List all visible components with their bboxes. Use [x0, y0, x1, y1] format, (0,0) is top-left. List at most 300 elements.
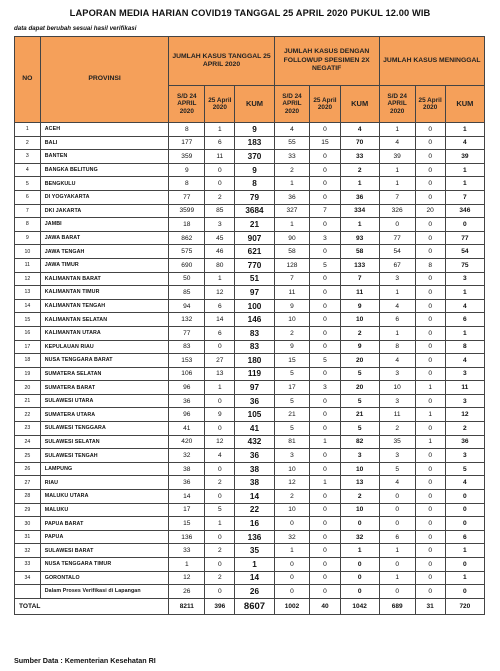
- followup-kum: 7: [340, 272, 379, 286]
- followup-day: 0: [310, 585, 340, 599]
- meninggal-day: 0: [415, 571, 445, 585]
- table-row: [15, 123, 485, 137]
- table-row: [15, 299, 485, 313]
- followup-day: 0: [310, 558, 340, 572]
- table-body: [15, 123, 485, 615]
- meninggal-sd: 6: [379, 530, 415, 544]
- kasus-day: 14: [205, 313, 235, 327]
- followup-kum: 0: [340, 571, 379, 585]
- followup-day: 0: [310, 544, 340, 558]
- kasus-kum: 100: [235, 299, 274, 313]
- meninggal-kum: 1: [445, 177, 484, 191]
- followup-day: 0: [310, 123, 340, 137]
- kasus-sd: 862: [169, 231, 205, 245]
- table-row: [15, 163, 485, 177]
- followup-day: 5: [310, 258, 340, 272]
- meninggal-kum: 2: [445, 422, 484, 436]
- row-no: 16: [15, 326, 41, 340]
- kasus-day: 0: [205, 177, 235, 191]
- followup-day: 0: [310, 449, 340, 463]
- meninggal-day: 0: [415, 231, 445, 245]
- row-provinsi: JAWA TIMUR: [40, 258, 169, 272]
- kasus-day: 6: [205, 326, 235, 340]
- followup-sd: 10: [274, 503, 310, 517]
- meninggal-day: 0: [415, 163, 445, 177]
- kasus-sd: 50: [169, 272, 205, 286]
- table-row: [15, 231, 485, 245]
- row-no: 6: [15, 190, 41, 204]
- row-provinsi: SUMATERA SELATAN: [40, 367, 169, 381]
- meninggal-kum: 3: [445, 394, 484, 408]
- followup-day: 0: [310, 245, 340, 259]
- meninggal-day: 1: [415, 381, 445, 395]
- meninggal-day: 0: [415, 136, 445, 150]
- followup-kum: 2: [340, 163, 379, 177]
- kasus-kum: 119: [235, 367, 274, 381]
- meninggal-day: 0: [415, 190, 445, 204]
- followup-kum: 4: [340, 123, 379, 137]
- meninggal-sd: 4: [379, 299, 415, 313]
- meninggal-sd: 77: [379, 231, 415, 245]
- followup-kum: 9: [340, 299, 379, 313]
- kasus-sd: 12: [169, 571, 205, 585]
- row-no: 33: [15, 558, 41, 572]
- meninggal-sd: 1: [379, 177, 415, 191]
- followup-sd: 5: [274, 394, 310, 408]
- kasus-day: 1: [205, 272, 235, 286]
- table-row: [15, 367, 485, 381]
- row-provinsi: SUMATERA UTARA: [40, 408, 169, 422]
- meninggal-day: 20: [415, 204, 445, 218]
- row-no: 22: [15, 408, 41, 422]
- kasus-kum: 1: [235, 558, 274, 572]
- followup-day: 0: [310, 408, 340, 422]
- meninggal-sd: 2: [379, 422, 415, 436]
- followup-kum: 1: [340, 544, 379, 558]
- meninggal-day: 0: [415, 517, 445, 531]
- followup-day: 0: [310, 517, 340, 531]
- table-row: [15, 326, 485, 340]
- kasus-day: 27: [205, 354, 235, 368]
- meninggal-sd: 1: [379, 326, 415, 340]
- meninggal-kum: 5: [445, 462, 484, 476]
- meninggal-kum: 6: [445, 313, 484, 327]
- kasus-sd: 17: [169, 503, 205, 517]
- followup-sd: 10: [274, 462, 310, 476]
- table-row: [15, 449, 485, 463]
- row-no: 1: [15, 123, 41, 137]
- kasus-day: 9: [205, 408, 235, 422]
- meninggal-sd: 6: [379, 313, 415, 327]
- kasus-sd: 36: [169, 394, 205, 408]
- followup-sd: 0: [274, 558, 310, 572]
- followup-sd: 7: [274, 272, 310, 286]
- followup-kum: 32: [340, 530, 379, 544]
- table-row: [15, 381, 485, 395]
- meninggal-day: 0: [415, 150, 445, 164]
- followup-sd: 58: [274, 245, 310, 259]
- followup-day: 0: [310, 313, 340, 327]
- followup-kum: 82: [340, 435, 379, 449]
- followup-sd: 12: [274, 476, 310, 490]
- meninggal-sd: 54: [379, 245, 415, 259]
- followup-day: 15: [310, 136, 340, 150]
- followup-kum: 334: [340, 204, 379, 218]
- kasus-kum: 97: [235, 381, 274, 395]
- row-provinsi: BALI: [40, 136, 169, 150]
- meninggal-sd: 1: [379, 123, 415, 137]
- row-no: 4: [15, 163, 41, 177]
- row-provinsi: KEPULAUAN RIAU: [40, 340, 169, 354]
- kasus-day: 0: [205, 163, 235, 177]
- meninggal-kum: 6: [445, 530, 484, 544]
- followup-sd: 21: [274, 408, 310, 422]
- kasus-sd: 96: [169, 408, 205, 422]
- meninggal-kum: 4: [445, 354, 484, 368]
- kasus-day: 13: [205, 367, 235, 381]
- kasus-kum: 770: [235, 258, 274, 272]
- header-meninggal: JUMLAH KASUS MENINGGAL: [379, 37, 484, 86]
- followup-sd: 11: [274, 286, 310, 300]
- row-no: 15: [15, 313, 41, 327]
- header-meninggal-sd: S/D 24 APRIL 2020: [379, 86, 415, 123]
- kasus-day: 5: [205, 503, 235, 517]
- followup-day: 0: [310, 326, 340, 340]
- row-no: 9: [15, 231, 41, 245]
- meninggal-kum: 1: [445, 163, 484, 177]
- row-provinsi: MALUKU UTARA: [40, 490, 169, 504]
- kasus-kum: 180: [235, 354, 274, 368]
- row-no: 17: [15, 340, 41, 354]
- kasus-sd: 177: [169, 136, 205, 150]
- meninggal-day: 0: [415, 585, 445, 599]
- meninggal-kum: 0: [445, 558, 484, 572]
- row-no: 25: [15, 449, 41, 463]
- meninggal-day: 1: [415, 408, 445, 422]
- data-source: Sumber Data : Kementerian Kesehatan RI: [14, 656, 156, 665]
- kasus-sd: 96: [169, 381, 205, 395]
- kasus-day: 0: [205, 530, 235, 544]
- kasus-kum: 16: [235, 517, 274, 531]
- table-row: [15, 272, 485, 286]
- header-kasus-kum: KUM: [235, 86, 274, 123]
- total-followup-sd: 1002: [274, 598, 310, 614]
- meninggal-kum: 12: [445, 408, 484, 422]
- kasus-kum: 3684: [235, 204, 274, 218]
- meninggal-kum: 77: [445, 231, 484, 245]
- kasus-kum: 9: [235, 163, 274, 177]
- meninggal-day: 0: [415, 490, 445, 504]
- kasus-day: 2: [205, 571, 235, 585]
- followup-kum: 10: [340, 313, 379, 327]
- kasus-kum: 21: [235, 218, 274, 232]
- followup-kum: 21: [340, 408, 379, 422]
- meninggal-sd: 0: [379, 490, 415, 504]
- followup-day: 0: [310, 462, 340, 476]
- row-no: 7: [15, 204, 41, 218]
- meninggal-sd: 10: [379, 381, 415, 395]
- row-provinsi: SULAWESI BARAT: [40, 544, 169, 558]
- header-followup-kum: KUM: [340, 86, 379, 123]
- followup-day: 0: [310, 422, 340, 436]
- meninggal-day: 0: [415, 530, 445, 544]
- kasus-kum: 907: [235, 231, 274, 245]
- header-meninggal-day: 25 April 2020: [415, 86, 445, 123]
- meninggal-sd: 3: [379, 272, 415, 286]
- followup-kum: 10: [340, 503, 379, 517]
- meninggal-day: 8: [415, 258, 445, 272]
- followup-sd: 90: [274, 231, 310, 245]
- table-row: [15, 558, 485, 572]
- row-provinsi: MALUKU: [40, 503, 169, 517]
- row-provinsi: PAPUA: [40, 530, 169, 544]
- row-provinsi: SULAWESI SELATAN: [40, 435, 169, 449]
- followup-kum: 70: [340, 136, 379, 150]
- kasus-day: 2: [205, 476, 235, 490]
- meninggal-kum: 39: [445, 150, 484, 164]
- followup-sd: 327: [274, 204, 310, 218]
- table-row: [15, 150, 485, 164]
- row-no: 21: [15, 394, 41, 408]
- meninggal-day: 0: [415, 272, 445, 286]
- row-provinsi: SULAWESI TENGAH: [40, 449, 169, 463]
- kasus-day: 2: [205, 190, 235, 204]
- kasus-day: 85: [205, 204, 235, 218]
- total-followup-kum: 1042: [340, 598, 379, 614]
- report-title: LAPORAN MEDIA HARIAN COVID19 TANGGAL 25 APRIL 2020 PUKUL 12.00 WIB: [69, 8, 431, 18]
- followup-kum: 3: [340, 449, 379, 463]
- kasus-kum: 83: [235, 326, 274, 340]
- followup-day: 0: [310, 190, 340, 204]
- table-row: [15, 313, 485, 327]
- followup-kum: 2: [340, 326, 379, 340]
- row-provinsi: NUSA TENGGARA TIMUR: [40, 558, 169, 572]
- followup-day: 0: [310, 218, 340, 232]
- followup-kum: 133: [340, 258, 379, 272]
- kasus-day: 80: [205, 258, 235, 272]
- header-provinsi: PROVINSI: [40, 37, 169, 123]
- kasus-kum: 9: [235, 123, 274, 137]
- kasus-kum: 14: [235, 571, 274, 585]
- table-row: [15, 435, 485, 449]
- row-no: 5: [15, 177, 41, 191]
- meninggal-sd: 0: [379, 218, 415, 232]
- row-provinsi: KALIMANTAN BARAT: [40, 272, 169, 286]
- kasus-sd: 153: [169, 354, 205, 368]
- table-row: [15, 544, 485, 558]
- meninggal-day: 0: [415, 422, 445, 436]
- followup-kum: 0: [340, 585, 379, 599]
- row-no: 18: [15, 354, 41, 368]
- meninggal-kum: 8: [445, 340, 484, 354]
- meninggal-day: 0: [415, 558, 445, 572]
- meninggal-day: 0: [415, 503, 445, 517]
- kasus-sd: 85: [169, 286, 205, 300]
- followup-kum: 11: [340, 286, 379, 300]
- followup-kum: 20: [340, 354, 379, 368]
- meninggal-kum: 36: [445, 435, 484, 449]
- meninggal-sd: 7: [379, 190, 415, 204]
- followup-day: 0: [310, 490, 340, 504]
- followup-day: 7: [310, 204, 340, 218]
- row-provinsi: SUMATERA BARAT: [40, 381, 169, 395]
- kasus-sd: 136: [169, 530, 205, 544]
- table-row: [15, 218, 485, 232]
- followup-kum: 13: [340, 476, 379, 490]
- header-meninggal-kum: KUM: [445, 86, 484, 123]
- meninggal-sd: 3: [379, 367, 415, 381]
- table-row: [15, 177, 485, 191]
- verification-note: data dapat berubah sesuai hasil verifikasi: [14, 25, 137, 32]
- followup-sd: 10: [274, 313, 310, 327]
- meninggal-sd: 1: [379, 544, 415, 558]
- total-label: TOTAL: [15, 598, 169, 614]
- meninggal-sd: 4: [379, 476, 415, 490]
- followup-day: 0: [310, 571, 340, 585]
- row-provinsi: KALIMANTAN SELATAN: [40, 313, 169, 327]
- row-provinsi: KALIMANTAN UTARA: [40, 326, 169, 340]
- kasus-kum: 22: [235, 503, 274, 517]
- row-no: 11: [15, 258, 41, 272]
- row-no: 26: [15, 462, 41, 476]
- meninggal-day: 0: [415, 123, 445, 137]
- kasus-day: 2: [205, 544, 235, 558]
- followup-day: 1: [310, 435, 340, 449]
- followup-sd: 1: [274, 218, 310, 232]
- kasus-day: 4: [205, 449, 235, 463]
- table-row: [15, 394, 485, 408]
- table-row: [15, 462, 485, 476]
- kasus-sd: 15: [169, 517, 205, 531]
- followup-day: 0: [310, 530, 340, 544]
- header-followup-negatif: JUMLAH KASUS DENGAN FOLLOWUP SPESIMEN 2X NEGATIF: [274, 37, 379, 86]
- followup-sd: 36: [274, 190, 310, 204]
- kasus-kum: 41: [235, 422, 274, 436]
- row-no: 3: [15, 150, 41, 164]
- row-provinsi: Dalam Proses Verifikasi di Lapangan: [40, 585, 169, 599]
- row-provinsi: SULAWESI UTARA: [40, 394, 169, 408]
- row-no: 27: [15, 476, 41, 490]
- row-provinsi: GORONTALO: [40, 571, 169, 585]
- meninggal-sd: 1: [379, 163, 415, 177]
- row-no: 28: [15, 490, 41, 504]
- meninggal-kum: 1: [445, 571, 484, 585]
- kasus-sd: 18: [169, 218, 205, 232]
- kasus-sd: 8: [169, 123, 205, 137]
- row-provinsi: JAWA TENGAH: [40, 245, 169, 259]
- kasus-sd: 94: [169, 299, 205, 313]
- row-provinsi: RIAU: [40, 476, 169, 490]
- table-row: [15, 408, 485, 422]
- meninggal-kum: 1: [445, 544, 484, 558]
- meninggal-day: 0: [415, 313, 445, 327]
- row-no: 20: [15, 381, 41, 395]
- kasus-kum: 370: [235, 150, 274, 164]
- kasus-day: 1: [205, 123, 235, 137]
- kasus-sd: 575: [169, 245, 205, 259]
- meninggal-day: 0: [415, 299, 445, 313]
- meninggal-sd: 1: [379, 286, 415, 300]
- followup-sd: 0: [274, 585, 310, 599]
- kasus-day: 3: [205, 218, 235, 232]
- meninggal-day: 0: [415, 367, 445, 381]
- followup-kum: 93: [340, 231, 379, 245]
- table-row: [15, 517, 485, 531]
- meninggal-kum: 0: [445, 218, 484, 232]
- total-kasus-sd: 8211: [169, 598, 205, 614]
- meninggal-kum: 0: [445, 585, 484, 599]
- meninggal-kum: 1: [445, 286, 484, 300]
- followup-kum: 5: [340, 422, 379, 436]
- followup-sd: 3: [274, 449, 310, 463]
- followup-day: 0: [310, 299, 340, 313]
- followup-sd: 5: [274, 367, 310, 381]
- meninggal-day: 0: [415, 476, 445, 490]
- meninggal-kum: 0: [445, 517, 484, 531]
- kasus-sd: 9: [169, 163, 205, 177]
- followup-sd: 0: [274, 517, 310, 531]
- followup-sd: 1: [274, 177, 310, 191]
- row-provinsi: DKI JAKARTA: [40, 204, 169, 218]
- row-no: 8: [15, 218, 41, 232]
- followup-kum: 33: [340, 150, 379, 164]
- meninggal-sd: 0: [379, 503, 415, 517]
- table-row: [15, 422, 485, 436]
- kasus-day: 6: [205, 299, 235, 313]
- row-no: 24: [15, 435, 41, 449]
- kasus-kum: 136: [235, 530, 274, 544]
- followup-sd: 9: [274, 299, 310, 313]
- row-provinsi: BANTEN: [40, 150, 169, 164]
- kasus-sd: 41: [169, 422, 205, 436]
- table-row: [15, 286, 485, 300]
- row-provinsi: NUSA TENGGARA BARAT: [40, 354, 169, 368]
- table-row: [15, 258, 485, 272]
- kasus-kum: 146: [235, 313, 274, 327]
- meninggal-kum: 346: [445, 204, 484, 218]
- kasus-kum: 621: [235, 245, 274, 259]
- followup-sd: 1: [274, 544, 310, 558]
- meninggal-kum: 75: [445, 258, 484, 272]
- followup-sd: 9: [274, 340, 310, 354]
- row-no: 13: [15, 286, 41, 300]
- meninggal-day: 0: [415, 218, 445, 232]
- meninggal-kum: 4: [445, 299, 484, 313]
- followup-kum: 2: [340, 490, 379, 504]
- row-provinsi: DI YOGYAKARTA: [40, 190, 169, 204]
- meninggal-sd: 67: [379, 258, 415, 272]
- followup-kum: 36: [340, 190, 379, 204]
- kasus-sd: 32: [169, 449, 205, 463]
- meninggal-kum: 0: [445, 503, 484, 517]
- kasus-sd: 420: [169, 435, 205, 449]
- followup-day: 3: [310, 231, 340, 245]
- meninggal-kum: 4: [445, 476, 484, 490]
- meninggal-sd: 11: [379, 408, 415, 422]
- meninggal-kum: 3: [445, 367, 484, 381]
- followup-sd: 2: [274, 490, 310, 504]
- meninggal-sd: 326: [379, 204, 415, 218]
- kasus-kum: 26: [235, 585, 274, 599]
- row-no: 23: [15, 422, 41, 436]
- meninggal-day: 0: [415, 449, 445, 463]
- kasus-day: 0: [205, 490, 235, 504]
- header-kasus-sd: S/D 24 APRIL 2020: [169, 86, 205, 123]
- table-row: [15, 190, 485, 204]
- followup-day: 0: [310, 340, 340, 354]
- meninggal-sd: 0: [379, 558, 415, 572]
- meninggal-sd: 0: [379, 517, 415, 531]
